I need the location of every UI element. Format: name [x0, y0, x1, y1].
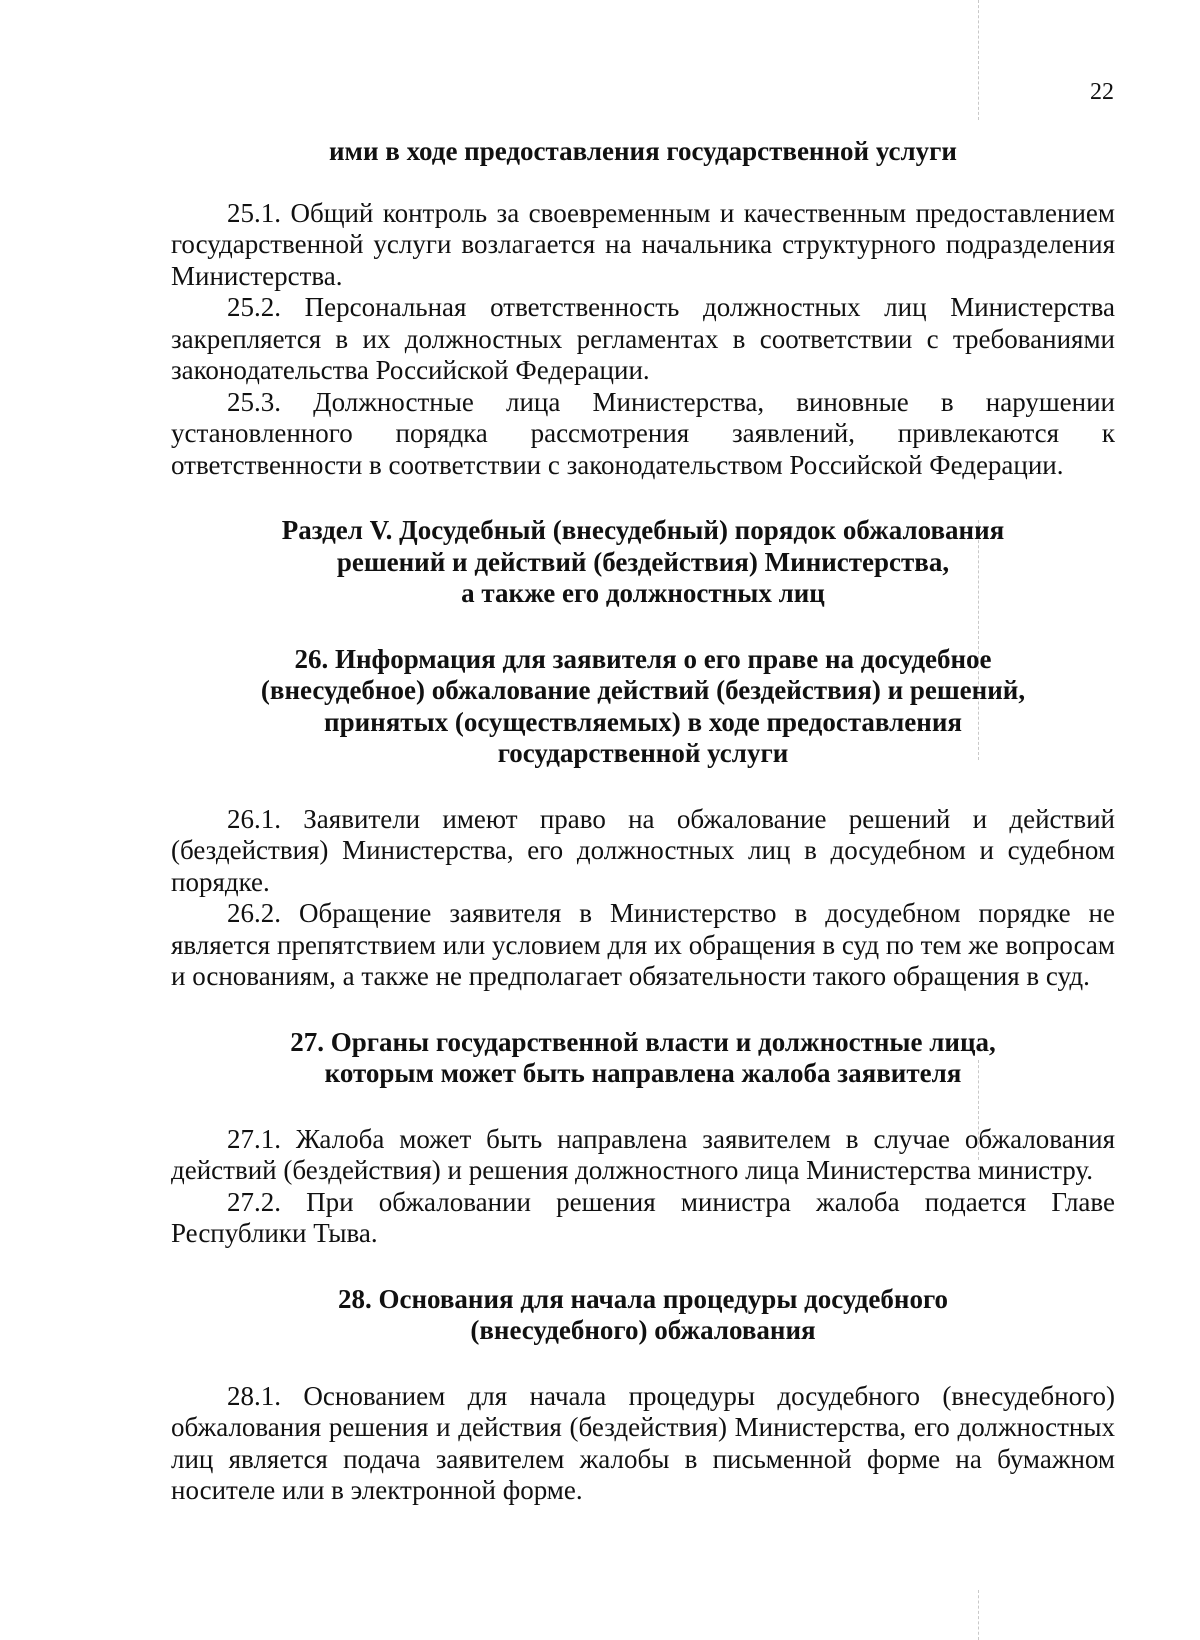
heading-line: государственной услуги	[497, 738, 789, 768]
section-27-heading	[171, 1027, 1115, 1090]
heading-line: принятых (осуществляемых) в ходе предоставления	[324, 706, 962, 737]
paragraph-27-1: 27.1. Жалоба может быть направлена заявителем в случае обжалования действий (бездействия) и решения должностного лица Министерства министру.	[171, 1123, 1115, 1185]
paragraph-25-3: 25.3. Должностные лица Министерства, виновные в нарушении установленного порядка рассмотрения заявлений, привлекаются к ответственности в соответствии с законодательством Российской Федерации.	[171, 386, 1115, 480]
page-number: 22	[1090, 79, 1114, 105]
paragraph-27-2: 27.2. При обжаловании решения министра жалоба подается Главе Республики Тыва.	[171, 1186, 1115, 1248]
paragraph-26-1: 26.1. Заявители имеют право на обжалование решений и действий (бездействия) Министерства, его должностных лиц в досудебном и судебном порядке.	[171, 803, 1115, 897]
paragraph-25-1: 25.1. Общий контроль за своевременным и качественным предоставлением государственной услуги возлагается на начальника структурного подразделения Министерства.	[171, 197, 1115, 291]
section-28-heading	[171, 1284, 1115, 1347]
section-heading-25-tail: ими в ходе предоставления государственной услуги	[329, 136, 957, 166]
heading-line: решений и действий (бездействия) Министерства,	[336, 546, 950, 577]
heading-line: 26. Информация для заявителя о его праве на досудебное	[294, 643, 992, 674]
heading-line: 28. Основания для начала процедуры досудебного	[337, 1283, 949, 1314]
heading-line: 27. Органы государственной власти и должностные лица,	[290, 1026, 996, 1057]
heading-line: (внесудебного) обжалования	[470, 1315, 816, 1345]
heading-line: (внесудебное) обжалование действий (бездействия) и решений,	[260, 675, 1026, 705]
heading-line: а также его должностных лиц	[461, 578, 825, 608]
paragraph-25-2: 25.2. Персональная ответственность должностных лиц Министерства закрепляется в их должностных регламентах в соответствии с требованиями законодательства Российской Федерации.	[171, 292, 1115, 385]
scan-artifact-line	[978, 1590, 979, 1640]
paragraph-28-1: 28.1. Основанием для начала процедуры досудебного (внесудебного) обжалования решения и действия (бездействия) Министерства, его должностных лиц является подача заявителем жалобы в письменной форме на бумажном носителе или в электронной форме.	[171, 1380, 1115, 1505]
heading-line: которым может быть направлена жалоба заявителя	[324, 1058, 962, 1088]
heading-line: Раздел V. Досудебный (внесудебный) порядок обжалования	[281, 515, 1005, 545]
paragraph-26-2: 26.2. Обращение заявителя в Министерство в досудебном порядке не является препятствием или условием для их обращения в суд по тем же вопросам и основаниям, а также не предполагает обязательности такого обращения в суд.	[171, 898, 1115, 991]
section-v-heading	[171, 515, 1115, 610]
document-body	[171, 136, 1115, 1507]
scan-artifact-line	[978, 0, 979, 120]
section-26-heading	[171, 644, 1115, 770]
